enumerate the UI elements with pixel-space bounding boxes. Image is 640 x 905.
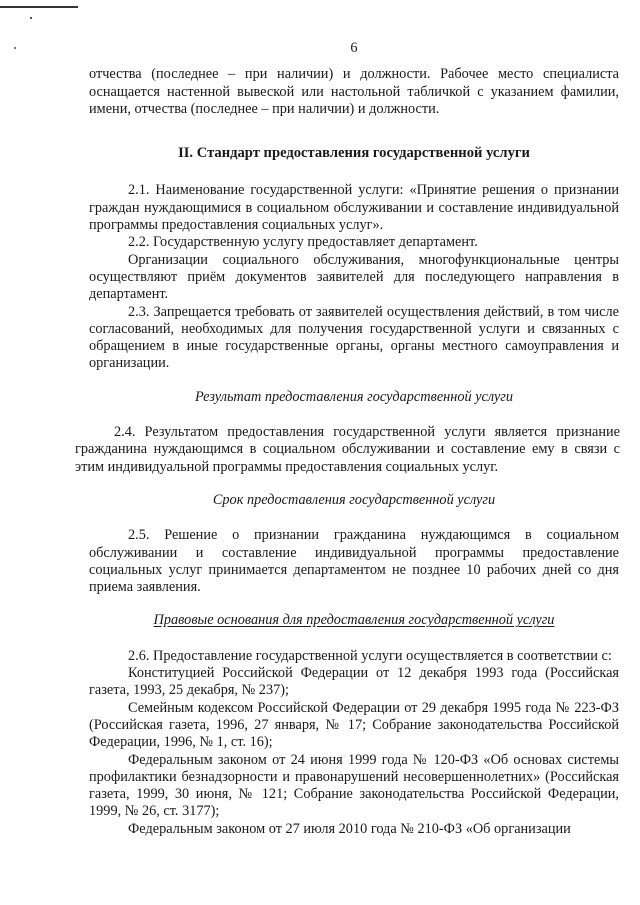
subheading-term: Срок предоставления государственной услуги: [212, 491, 496, 508]
paragraph-2-1: 2.1. Наименование государственной услуги: «Принятие решения о признании граждан нуждающимися в социальном обслуживании и составление индивидуальной программы предоставления социальных услуг».: [89, 182, 619, 234]
page-number: 6: [350, 40, 358, 56]
paragraph-2-5: 2.5. Решение о признании гражданина нуждающимся в социальном обслуживании и составление индивидуальной программы предоставление социальных услуг принимается департаментом не позднее 10 рабочих дней со дня приема заявления.: [89, 527, 619, 596]
law-210-fz: Федеральным законом от 27 июля 2010 года № 210-ФЗ «Об организации: [128, 820, 571, 837]
paragraph-2-2: 2.2. Государственную услугу предоставляет департамент.: [128, 234, 478, 251]
subheading-legal-basis: Правовые основания для предоставления государственной услуги: [153, 612, 555, 629]
intro-paragraph: отчества (последнее – при наличии) и должности. Рабочее место специалиста оснащается настенной вывеской или настольной табличкой с указанием фамилии, имени, отчества (последнее – при наличии) и должности.: [89, 66, 619, 117]
law-120-fz: Федеральным законом от 24 июня 1999 года № 120-ФЗ «Об основах системы профилактики безнадзорности и правонарушений несовершеннолетних» (Российская газета, 1999, 30 июня, № 121; Собрание законодательства Российской Федерации, 1999, № 26, ст. 3177);: [89, 751, 619, 820]
document-page: [75, 40, 620, 838]
scan-speck: [30, 17, 32, 19]
law-family-code: Семейным кодексом Российской Федерации от 29 декабря 1995 года № 223-ФЗ (Российская газета, 1996, 27 января, № 17; Собрание законодательства Российской Федерации, 1996, № 1, ст. 16);: [89, 699, 619, 751]
paragraph-2-3: 2.3. Запрещается требовать от заявителей осуществления действий, в том числе согласований, необходимых для получения государственной услуги и связанных с обращением в иные государственные органы, органы местного самоуправления и организации.: [89, 303, 619, 372]
subheading-result: Результат предоставления государственной услуги: [194, 388, 514, 405]
law-constitution: Конституцией Российской Федерации от 12 декабря 1993 года (Российская газета, 1993, 25 декабря, № 237);: [89, 665, 619, 699]
paragraph-2-2-continued: Организации социального обслуживания, многофункциональные центры осуществляют приём документов заявителей для последующего направления в департамент.: [89, 251, 619, 303]
section-title: II. Стандарт предоставления государственной услуги: [178, 145, 530, 162]
paragraph-2-4: 2.4. Результатом предоставления государственной услуги является признание гражданина нуждающимся в социальном обслуживании и составление ему в связи с этим индивидуальной программы предоставления социальных услуг.: [75, 424, 620, 475]
paragraph-2-6: 2.6. Предоставление государственной услуги осуществляется в соответствии с:: [128, 647, 612, 664]
scan-speck: [14, 47, 16, 49]
scan-edge-mark: [0, 6, 78, 8]
